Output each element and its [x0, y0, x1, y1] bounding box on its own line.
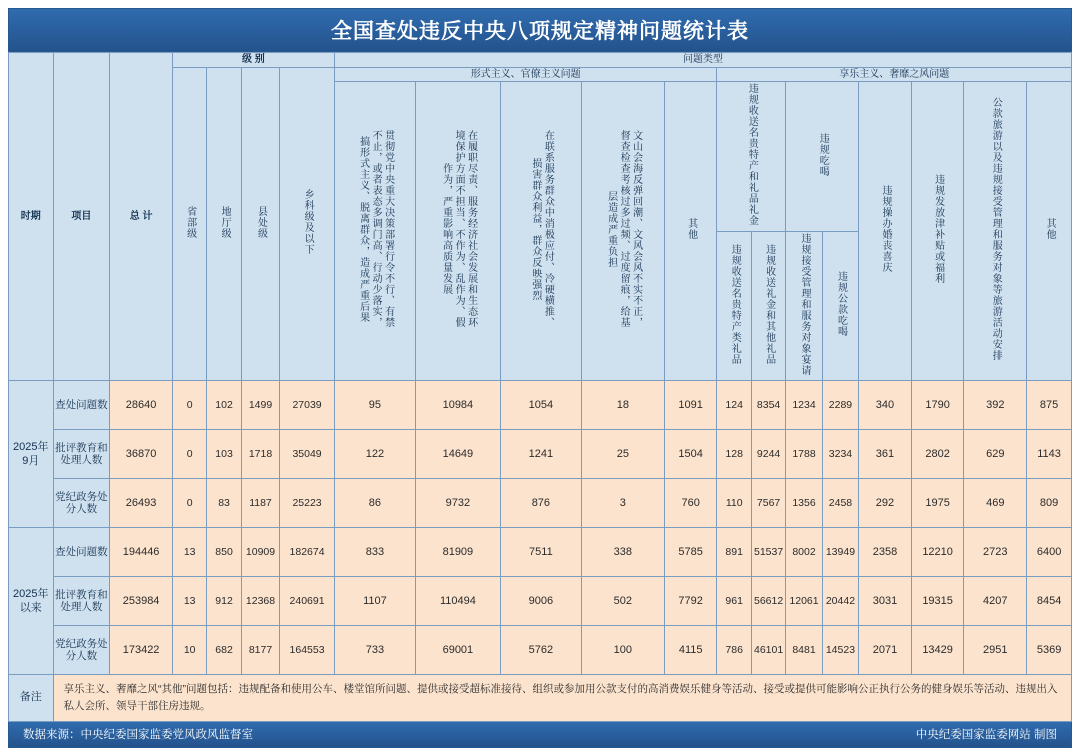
cell-formalism-1: 733 — [334, 626, 415, 675]
cell-level-township: 27039 — [280, 381, 335, 430]
cell-formalism-other: 1504 — [664, 430, 717, 479]
cell-formalism-4: 25 — [581, 430, 664, 479]
cell-gifts-specialty: 110 — [717, 479, 751, 528]
col-formalism-other: 其他 — [664, 82, 717, 381]
group-problem-type: 问题类型 — [334, 53, 1071, 68]
cell-level-prefectural: 912 — [207, 577, 241, 626]
col-hedonism-gifts: 违规收送名贵特产和礼品礼金 — [717, 82, 786, 232]
cell-banquet-public: 14523 — [822, 626, 858, 675]
cell-level-provincial: 10 — [172, 626, 206, 675]
cell-level-prefectural: 83 — [207, 479, 241, 528]
title-banner — [8, 8, 1072, 52]
cell-formalism-1: 86 — [334, 479, 415, 528]
cell-banquet-public: 2289 — [822, 381, 858, 430]
col-hedonism-banquet: 违规吃喝 — [786, 82, 859, 232]
row-label: 批评教育和处理人数 — [53, 430, 110, 479]
cell-formalism-3: 1054 — [500, 381, 581, 430]
cell-gifts-cash: 9244 — [751, 430, 785, 479]
cell-gifts-specialty: 891 — [717, 528, 751, 577]
cell-level-prefectural: 102 — [207, 381, 241, 430]
cell-travel: 2951 — [964, 626, 1027, 675]
table-row — [9, 430, 1072, 479]
cell-formalism-1: 95 — [334, 381, 415, 430]
cell-allowance: 2802 — [911, 430, 964, 479]
cell-weddings: 2071 — [859, 626, 912, 675]
cell-weddings: 2358 — [859, 528, 912, 577]
col-level-provincial: 省部级 — [172, 67, 206, 381]
cell-level-prefectural: 682 — [207, 626, 241, 675]
cell-banquet-public: 13949 — [822, 528, 858, 577]
col-formalism-3: 在联系服务群众中消极应付、冷硬横推、损害群众利益，群众反映强烈 — [500, 82, 581, 381]
cell-total: 194446 — [110, 528, 173, 577]
cell-level-township: 164553 — [280, 626, 335, 675]
cell-formalism-2: 69001 — [415, 626, 500, 675]
group-hedonism: 享乐主义、奢靡之风问题 — [717, 67, 1072, 82]
table-row — [9, 626, 1072, 675]
cell-formalism-3: 7511 — [500, 528, 581, 577]
table-row — [9, 381, 1072, 430]
cell-formalism-2: 81909 — [415, 528, 500, 577]
cell-gifts-cash: 8354 — [751, 381, 785, 430]
cell-level-provincial: 0 — [172, 479, 206, 528]
cell-total: 28640 — [110, 381, 173, 430]
cell-hedonism-other: 6400 — [1027, 528, 1072, 577]
row-label: 党纪政务处分人数 — [53, 479, 110, 528]
cell-allowance: 19315 — [911, 577, 964, 626]
cell-formalism-2: 9732 — [415, 479, 500, 528]
col-formalism-4: 文山会海反弹回潮、文风会风不实不正，督查检查考核过多过频、过度留痕，给基层造成严重负担 — [581, 82, 664, 381]
cell-travel: 2723 — [964, 528, 1027, 577]
cell-formalism-4: 502 — [581, 577, 664, 626]
col-formalism-1: 贯彻党中央重大决策部署行令不行、有禁不止，或者表态多调门高、行动少落实，搞形式主义、脱离群众，造成严重后果 — [334, 82, 415, 381]
cell-weddings: 292 — [859, 479, 912, 528]
cell-banquet-host: 1356 — [786, 479, 822, 528]
cell-total: 173422 — [110, 626, 173, 675]
cell-formalism-1: 122 — [334, 430, 415, 479]
cell-travel: 392 — [964, 381, 1027, 430]
cell-level-township: 25223 — [280, 479, 335, 528]
cell-level-prefectural: 850 — [207, 528, 241, 577]
cell-banquet-public: 2458 — [822, 479, 858, 528]
cell-travel: 4207 — [964, 577, 1027, 626]
remark-label: 备注 — [9, 675, 54, 722]
cell-formalism-4: 3 — [581, 479, 664, 528]
cell-level-provincial: 0 — [172, 381, 206, 430]
col-hedonism-banquet-host: 违规接受管理和服务对象宴请 — [786, 231, 822, 381]
row-label: 党纪政务处分人数 — [53, 626, 110, 675]
cell-formalism-other: 5785 — [664, 528, 717, 577]
col-hedonism-other: 其他 — [1027, 82, 1072, 381]
col-total: 总 计 — [110, 53, 173, 381]
cell-level-township: 182674 — [280, 528, 335, 577]
cell-travel: 469 — [964, 479, 1027, 528]
cell-gifts-cash: 46101 — [751, 626, 785, 675]
col-hedonism-banquet-public: 违规公款吃喝 — [822, 231, 858, 381]
cell-gifts-specialty: 128 — [717, 430, 751, 479]
cell-banquet-public: 20442 — [822, 577, 858, 626]
cell-allowance: 1790 — [911, 381, 964, 430]
statistics-table — [8, 52, 1072, 722]
cell-formalism-4: 18 — [581, 381, 664, 430]
col-item: 项目 — [53, 53, 110, 381]
cell-banquet-public: 3234 — [822, 430, 858, 479]
cell-level-county: 1499 — [241, 381, 279, 430]
page-title: 全国查处违反中央八项规定精神问题统计表 — [331, 19, 749, 43]
cell-banquet-host: 12061 — [786, 577, 822, 626]
cell-weddings: 340 — [859, 381, 912, 430]
col-level-county: 县处级 — [241, 67, 279, 381]
cell-formalism-1: 833 — [334, 528, 415, 577]
table-row — [9, 528, 1072, 577]
cell-total: 253984 — [110, 577, 173, 626]
col-hedonism-weddings: 违规操办婚丧喜庆 — [859, 82, 912, 381]
cell-level-county: 1187 — [241, 479, 279, 528]
cell-formalism-3: 9006 — [500, 577, 581, 626]
col-hedonism-gifts-specialty: 违规收送名贵特产类礼品 — [717, 231, 751, 381]
remark-row — [9, 675, 1072, 722]
cell-gifts-specialty: 961 — [717, 577, 751, 626]
cell-level-township: 35049 — [280, 430, 335, 479]
cell-formalism-2: 10984 — [415, 381, 500, 430]
cell-hedonism-other: 809 — [1027, 479, 1072, 528]
cell-level-provincial: 13 — [172, 577, 206, 626]
col-period: 时期 — [9, 53, 54, 381]
col-formalism-2: 在履职尽责、服务经济社会发展和生态环境保护方面不担当、不作为、乱作为、假作为，严重影响高质量发展 — [415, 82, 500, 381]
cell-hedonism-other: 5369 — [1027, 626, 1072, 675]
cell-banquet-host: 8481 — [786, 626, 822, 675]
credit: 中央纪委国家监委网站 制图 — [915, 729, 1057, 742]
table-row — [9, 577, 1072, 626]
cell-formalism-other: 7792 — [664, 577, 717, 626]
cell-banquet-host: 8002 — [786, 528, 822, 577]
cell-weddings: 3031 — [859, 577, 912, 626]
col-level-prefectural: 地厅级 — [207, 67, 241, 381]
cell-banquet-host: 1788 — [786, 430, 822, 479]
cell-banquet-host: 1234 — [786, 381, 822, 430]
group-formalism: 形式主义、官僚主义问题 — [334, 67, 717, 82]
cell-formalism-4: 100 — [581, 626, 664, 675]
cell-level-provincial: 13 — [172, 528, 206, 577]
cell-formalism-3: 1241 — [500, 430, 581, 479]
cell-hedonism-other: 8454 — [1027, 577, 1072, 626]
col-level-township: 乡科级及以下 — [280, 67, 335, 381]
cell-travel: 629 — [964, 430, 1027, 479]
period-cell-2: 2025年以来 — [9, 528, 54, 675]
cell-level-township: 240691 — [280, 577, 335, 626]
cell-gifts-specialty: 124 — [717, 381, 751, 430]
cell-gifts-specialty: 786 — [717, 626, 751, 675]
cell-formalism-other: 4115 — [664, 626, 717, 675]
cell-formalism-other: 760 — [664, 479, 717, 528]
col-hedonism-travel: 公款旅游以及违规接受管理和服务对象等旅游活动安排 — [964, 82, 1027, 381]
cell-level-county: 10909 — [241, 528, 279, 577]
cell-allowance: 12210 — [911, 528, 964, 577]
cell-gifts-cash: 56612 — [751, 577, 785, 626]
cell-total: 26493 — [110, 479, 173, 528]
cell-level-provincial: 0 — [172, 430, 206, 479]
cell-level-county: 12368 — [241, 577, 279, 626]
cell-formalism-2: 110494 — [415, 577, 500, 626]
col-hedonism-allowance: 违规发放津补贴或福利 — [911, 82, 964, 381]
row-label: 查处问题数 — [53, 381, 110, 430]
period-cell-1: 2025年9月 — [9, 381, 54, 528]
cell-formalism-2: 14649 — [415, 430, 500, 479]
cell-formalism-4: 338 — [581, 528, 664, 577]
cell-formalism-3: 5762 — [500, 626, 581, 675]
cell-allowance: 1975 — [911, 479, 964, 528]
cell-formalism-3: 876 — [500, 479, 581, 528]
table-body — [9, 381, 1072, 722]
cell-level-prefectural: 103 — [207, 430, 241, 479]
cell-weddings: 361 — [859, 430, 912, 479]
cell-gifts-cash: 7567 — [751, 479, 785, 528]
table-row — [9, 479, 1072, 528]
row-label: 批评教育和处理人数 — [53, 577, 110, 626]
header-row-1 — [9, 53, 1072, 68]
cell-gifts-cash: 51537 — [751, 528, 785, 577]
col-hedonism-gifts-cash: 违规收送礼金和其他礼品 — [751, 231, 785, 381]
table-head — [9, 53, 1072, 381]
cell-total: 36870 — [110, 430, 173, 479]
cell-hedonism-other: 1143 — [1027, 430, 1072, 479]
cell-formalism-1: 1107 — [334, 577, 415, 626]
row-label: 查处问题数 — [53, 528, 110, 577]
cell-formalism-other: 1091 — [664, 381, 717, 430]
cell-level-county: 8177 — [241, 626, 279, 675]
data-source: 数据来源：中央纪委国家监委党风政风监督室 — [23, 729, 253, 742]
cell-hedonism-other: 875 — [1027, 381, 1072, 430]
group-level: 级 别 — [172, 53, 334, 68]
cell-allowance: 13429 — [911, 626, 964, 675]
remark-text: 享乐主义、奢靡之风“其他”问题包括：违规配备和使用公车、楼堂馆所问题、提供或接受超标准接待、组织或参加用公款支付的高消费娱乐健身等活动、接受或提供可能影响公正执行公务的健身娱乐等活动、违规出入私人会所、领导干部住房违规。 — [53, 675, 1071, 722]
cell-level-county: 1718 — [241, 430, 279, 479]
footer-banner — [8, 722, 1072, 748]
